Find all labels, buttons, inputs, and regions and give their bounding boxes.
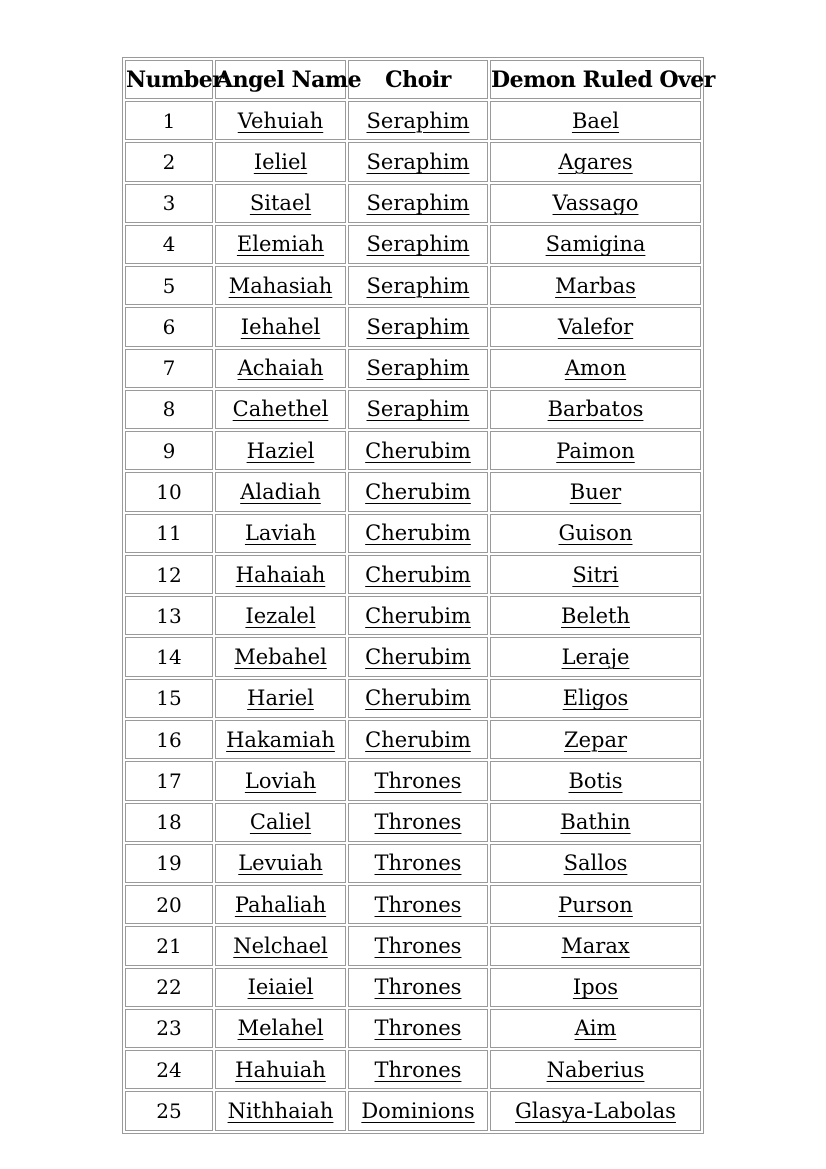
choir-link[interactable]: Cherubim xyxy=(365,603,471,628)
choir-link[interactable]: Thrones xyxy=(374,892,462,917)
choir-cell xyxy=(348,720,488,759)
demon-cell xyxy=(490,184,701,223)
choir-link[interactable]: Cherubim xyxy=(365,521,471,546)
table-row xyxy=(125,101,701,140)
angel-cell xyxy=(215,555,346,594)
demon-link[interactable]: Botis xyxy=(568,768,623,793)
angel-cell xyxy=(215,968,346,1007)
demon-link[interactable]: Marbas xyxy=(555,273,636,298)
demon-link[interactable]: Agares xyxy=(558,149,633,174)
angel-cell xyxy=(215,1009,346,1048)
choir-cell xyxy=(348,926,488,965)
demon-cell xyxy=(490,968,701,1007)
table-row xyxy=(125,390,701,429)
angel-cell xyxy=(215,472,346,511)
table-row xyxy=(125,555,701,594)
choir-link[interactable]: Seraphim xyxy=(366,273,470,298)
choir-link[interactable]: Thrones xyxy=(374,810,462,835)
header-number: Number xyxy=(125,60,213,99)
angel-name-link[interactable]: Ieliel xyxy=(253,149,308,174)
choir-cell xyxy=(348,596,488,635)
demon-link[interactable]: Sallos xyxy=(563,851,628,876)
header-demon-ruled-over: Demon Ruled Over xyxy=(490,60,701,99)
choir-cell xyxy=(348,679,488,718)
row-number: 15 xyxy=(125,679,213,718)
row-number: 22 xyxy=(125,968,213,1007)
header-choir: Choir xyxy=(348,60,488,99)
demon-cell xyxy=(490,101,701,140)
choir-link[interactable]: Seraphim xyxy=(366,232,470,257)
angel-cell xyxy=(215,679,346,718)
demon-cell xyxy=(490,1091,701,1131)
row-number: 24 xyxy=(125,1050,213,1089)
angel-name-link[interactable]: Aladiah xyxy=(240,480,321,505)
table-row xyxy=(125,596,701,635)
demon-link[interactable]: Naberius xyxy=(546,1057,645,1082)
choir-link[interactable]: Thrones xyxy=(374,1016,462,1041)
demon-cell xyxy=(490,307,701,346)
angel-cell xyxy=(215,844,346,883)
demon-link[interactable]: Buer xyxy=(569,480,622,505)
angel-name-link[interactable]: Loviah xyxy=(244,768,317,793)
angel-name-link[interactable]: Achaiah xyxy=(237,356,324,381)
choir-cell xyxy=(348,101,488,140)
choir-cell xyxy=(348,1009,488,1048)
demon-link[interactable]: Eligos xyxy=(562,686,629,711)
angel-cell xyxy=(215,514,346,553)
choir-cell xyxy=(348,184,488,223)
demon-link[interactable]: Leraje xyxy=(561,645,630,670)
row-number: 13 xyxy=(125,596,213,635)
choir-cell xyxy=(348,514,488,553)
table-row xyxy=(125,1050,701,1089)
demon-link[interactable]: Sitri xyxy=(572,562,619,587)
angel-name-link[interactable]: Iezalel xyxy=(245,603,316,628)
table-row xyxy=(125,514,701,553)
demon-link[interactable]: Barbatos xyxy=(547,397,644,422)
angel-cell xyxy=(215,349,346,388)
table-row xyxy=(125,844,701,883)
angel-cell xyxy=(215,390,346,429)
angels-table xyxy=(123,58,715,1133)
choir-cell xyxy=(348,885,488,924)
header-angel-name: Angel Name xyxy=(215,60,346,99)
choir-link[interactable]: Seraphim xyxy=(366,191,470,216)
angel-name-link[interactable]: Caliel xyxy=(249,810,312,835)
angels-table-container xyxy=(122,57,715,1134)
choir-cell xyxy=(348,431,488,470)
demon-cell xyxy=(490,1050,701,1089)
choir-cell xyxy=(348,968,488,1007)
angel-name-link[interactable]: Hahaiah xyxy=(235,562,326,587)
choir-link[interactable]: Seraphim xyxy=(366,149,470,174)
demon-cell xyxy=(490,885,701,924)
demon-cell xyxy=(490,926,701,965)
table-row xyxy=(125,307,701,346)
table-row xyxy=(125,349,701,388)
angel-name-link[interactable]: Elemiah xyxy=(236,232,325,257)
table-row xyxy=(125,225,701,264)
choir-cell xyxy=(348,803,488,842)
angel-cell xyxy=(215,720,346,759)
demon-cell xyxy=(490,596,701,635)
angel-cell xyxy=(215,142,346,181)
demon-link[interactable]: Aim xyxy=(574,1016,617,1041)
row-number: 3 xyxy=(125,184,213,223)
row-number: 8 xyxy=(125,390,213,429)
choir-link[interactable]: Cherubim xyxy=(365,480,471,505)
choir-cell xyxy=(348,266,488,305)
choir-cell xyxy=(348,1050,488,1089)
row-number: 19 xyxy=(125,844,213,883)
angel-cell xyxy=(215,926,346,965)
row-number: 10 xyxy=(125,472,213,511)
angel-name-link[interactable]: Mebahel xyxy=(234,645,327,670)
demon-link[interactable]: Paimon xyxy=(556,438,635,463)
angel-cell xyxy=(215,307,346,346)
angel-cell xyxy=(215,803,346,842)
row-number: 4 xyxy=(125,225,213,264)
table-row xyxy=(125,968,701,1007)
table-row xyxy=(125,431,701,470)
choir-link[interactable]: Cherubim xyxy=(365,562,471,587)
angel-cell xyxy=(215,1050,346,1089)
choir-link[interactable]: Seraphim xyxy=(366,314,470,339)
row-number: 2 xyxy=(125,142,213,181)
choir-cell xyxy=(348,472,488,511)
row-number: 23 xyxy=(125,1009,213,1048)
angel-cell xyxy=(215,266,346,305)
choir-cell xyxy=(348,390,488,429)
choir-link[interactable]: Thrones xyxy=(374,1057,462,1082)
angel-name-link[interactable]: Levuiah xyxy=(238,851,323,876)
demon-cell xyxy=(490,514,701,553)
choir-cell xyxy=(348,844,488,883)
choir-link[interactable]: Thrones xyxy=(374,933,462,958)
demon-cell xyxy=(490,1009,701,1048)
angel-cell xyxy=(215,1091,346,1131)
demon-link[interactable]: Glasya-Labolas xyxy=(515,1099,676,1124)
demon-link[interactable]: Ipos xyxy=(572,975,619,1000)
choir-cell xyxy=(348,307,488,346)
choir-cell xyxy=(348,761,488,800)
demon-cell xyxy=(490,225,701,264)
angel-cell xyxy=(215,637,346,676)
table-row xyxy=(125,803,701,842)
choir-link[interactable]: Seraphim xyxy=(366,108,470,133)
angel-name-link[interactable]: Nithhaiah xyxy=(227,1099,334,1124)
demon-cell xyxy=(490,431,701,470)
demon-link[interactable]: Samigina xyxy=(545,232,646,257)
table-row xyxy=(125,761,701,800)
angel-name-link[interactable]: Hakamiah xyxy=(226,727,335,752)
demon-cell xyxy=(490,142,701,181)
choir-link[interactable]: Cherubim xyxy=(365,438,471,463)
choir-link[interactable]: Thrones xyxy=(374,768,462,793)
row-number: 12 xyxy=(125,555,213,594)
angel-cell xyxy=(215,225,346,264)
angel-name-link[interactable]: Ieiaiel xyxy=(247,975,314,1000)
table-row xyxy=(125,1091,701,1131)
angel-name-link[interactable]: Cahethel xyxy=(232,397,329,422)
table-row xyxy=(125,679,701,718)
demon-cell xyxy=(490,266,701,305)
demon-cell xyxy=(490,637,701,676)
row-number: 16 xyxy=(125,720,213,759)
choir-link[interactable]: Cherubim xyxy=(365,645,471,670)
choir-link[interactable]: Cherubim xyxy=(365,686,471,711)
choir-cell xyxy=(348,349,488,388)
demon-cell xyxy=(490,555,701,594)
choir-link[interactable]: Seraphim xyxy=(366,397,470,422)
demon-link[interactable]: Zepar xyxy=(563,727,628,752)
choir-link[interactable]: Thrones xyxy=(374,851,462,876)
angel-cell xyxy=(215,761,346,800)
choir-link[interactable]: Cherubim xyxy=(365,727,471,752)
demon-cell xyxy=(490,844,701,883)
choir-link[interactable]: Seraphim xyxy=(366,356,470,381)
table-row xyxy=(125,637,701,676)
demon-link[interactable]: Amon xyxy=(564,356,627,381)
table-row xyxy=(125,720,701,759)
demon-cell xyxy=(490,349,701,388)
row-number: 5 xyxy=(125,266,213,305)
demon-link[interactable]: Beleth xyxy=(561,603,630,628)
table-row xyxy=(125,472,701,511)
demon-cell xyxy=(490,720,701,759)
demon-cell xyxy=(490,472,701,511)
angel-name-link[interactable]: Nelchael xyxy=(233,933,328,958)
table-row xyxy=(125,1009,701,1048)
choir-link[interactable]: Dominions xyxy=(361,1099,475,1124)
angel-name-link[interactable]: Hariel xyxy=(247,686,314,711)
header-row xyxy=(125,60,701,99)
choir-cell xyxy=(348,142,488,181)
row-number: 18 xyxy=(125,803,213,842)
table-body xyxy=(125,101,701,1131)
angel-name-link[interactable]: Vehuiah xyxy=(237,108,324,133)
row-number: 14 xyxy=(125,637,213,676)
angel-name-link[interactable]: Melahel xyxy=(237,1016,324,1041)
row-number: 9 xyxy=(125,431,213,470)
choir-cell xyxy=(348,1091,488,1131)
row-number: 6 xyxy=(125,307,213,346)
row-number: 1 xyxy=(125,101,213,140)
table-row xyxy=(125,926,701,965)
demon-link[interactable]: Marax xyxy=(561,933,630,958)
angel-name-link[interactable]: Sitael xyxy=(249,191,312,216)
angel-name-link[interactable]: Haziel xyxy=(246,438,315,463)
choir-cell xyxy=(348,555,488,594)
row-number: 7 xyxy=(125,349,213,388)
angel-name-link[interactable]: Mahasiah xyxy=(228,273,333,298)
angel-cell xyxy=(215,101,346,140)
demon-cell xyxy=(490,803,701,842)
demon-link[interactable]: Guison xyxy=(558,521,633,546)
choir-cell xyxy=(348,637,488,676)
angel-cell xyxy=(215,184,346,223)
demon-link[interactable]: Vassago xyxy=(552,191,639,216)
choir-cell xyxy=(348,225,488,264)
demon-link[interactable]: Bael xyxy=(571,108,620,133)
table-row xyxy=(125,142,701,181)
table-row xyxy=(125,885,701,924)
angel-cell xyxy=(215,431,346,470)
demon-cell xyxy=(490,761,701,800)
row-number: 11 xyxy=(125,514,213,553)
demon-cell xyxy=(490,679,701,718)
row-number: 17 xyxy=(125,761,213,800)
angel-cell xyxy=(215,885,346,924)
angel-name-link[interactable]: Pahaliah xyxy=(234,892,327,917)
table-row xyxy=(125,266,701,305)
angel-cell xyxy=(215,596,346,635)
choir-link[interactable]: Thrones xyxy=(374,975,462,1000)
row-number: 25 xyxy=(125,1091,213,1131)
demon-link[interactable]: Bathin xyxy=(560,810,631,835)
row-number: 21 xyxy=(125,926,213,965)
demon-cell xyxy=(490,390,701,429)
demon-link[interactable]: Purson xyxy=(558,892,633,917)
row-number: 20 xyxy=(125,885,213,924)
angel-name-link[interactable]: Hahuiah xyxy=(235,1057,326,1082)
table-row xyxy=(125,184,701,223)
demon-link[interactable]: Valefor xyxy=(557,314,634,339)
angel-name-link[interactable]: Iehahel xyxy=(240,314,321,339)
angel-name-link[interactable]: Laviah xyxy=(244,521,317,546)
